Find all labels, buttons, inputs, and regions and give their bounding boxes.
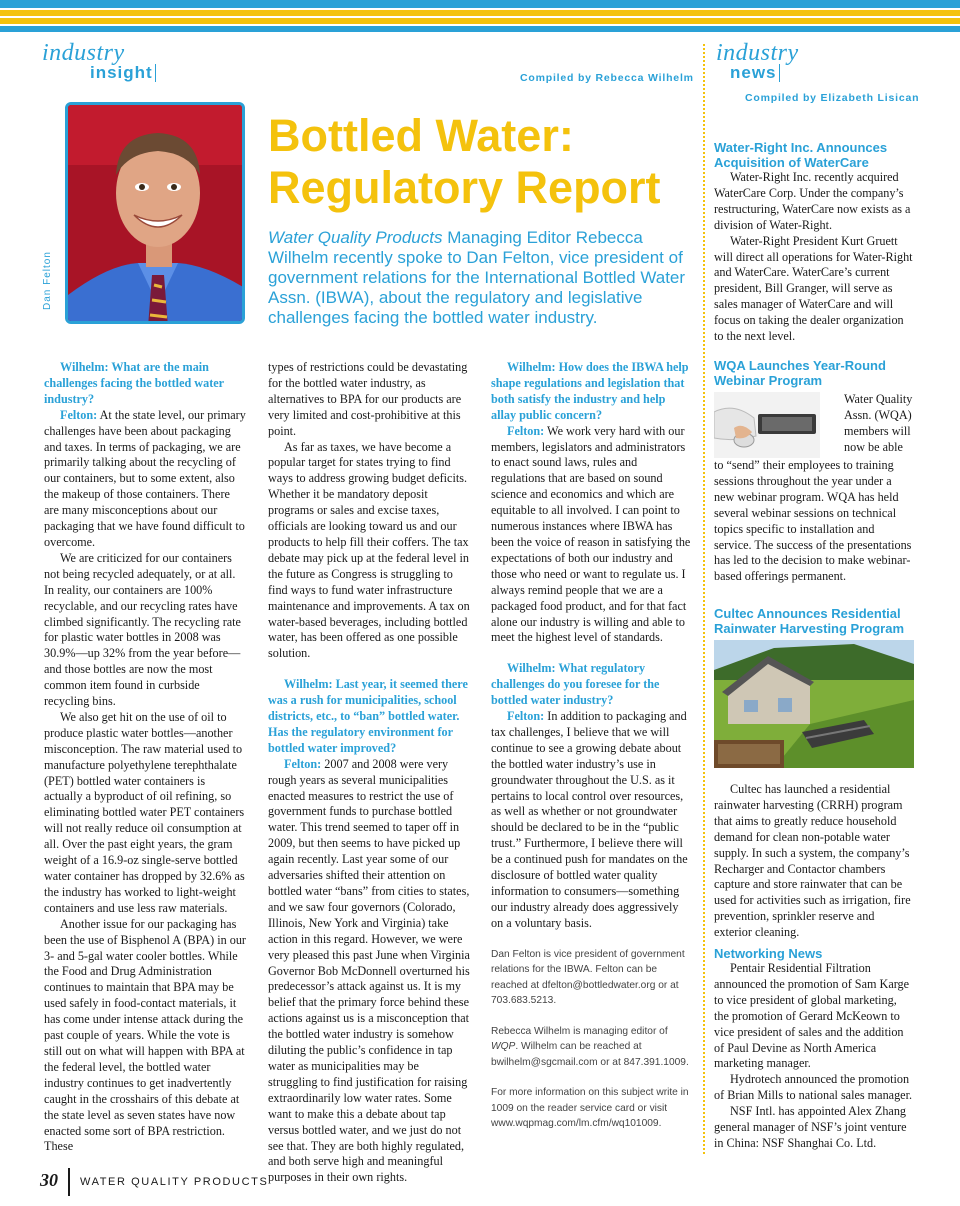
answer-4-label: Felton:	[507, 709, 545, 724]
news-2-paragraph-1: to “send” their employees to training sessions throughout the year under a new webinar program. WQA has held several webinar sessions on technical topics specific to installation and service. The success of the presentations has led to the decision to make webinar-based offerings permanent.	[714, 458, 912, 584]
industry-insight-logo	[42, 42, 156, 83]
spacer	[491, 646, 693, 661]
col1-paragraph-2: We are criticized for our containers not being recycled adequately, or at all. In reality, our containers are 100% recyclable, and our recycling rates have climbed significantly. The recycling rate for plastic water bottles in 2008 was 30.9%—up 32% from the year before—and those bottles are now the most common item found in curbside recycling bins.	[44, 550, 241, 709]
logo-word-news: news	[730, 64, 780, 82]
magazine-name: WATER QUALITY PRODUCTS	[80, 1176, 269, 1188]
question-2: Wilhelm: Last year, it seemed there was a rush for municipalities, school districts, etc., to “ban” bottled water. Has the regulatory environment for bottled water improved?	[268, 677, 468, 755]
news-4-paragraph-2: Hydrotech announced the promotion of Brian Mills to national sales manager.	[714, 1072, 913, 1103]
answer-3	[491, 424, 693, 647]
news-headline-4: Networking News	[714, 946, 823, 961]
news-headline-3: Cultec Announces Residential Rainwater Harvesting Program	[714, 606, 905, 636]
bio-felton: Dan Felton is vice president of government relations for the IBWA. Felton can be reached at dfelton@bottledwater.org or at 703.683.5213.	[491, 948, 685, 1007]
bio-wilhelm-pre: Rebecca Wilhelm is managing editor of	[491, 1025, 668, 1037]
logo-word-insight: insight	[90, 64, 156, 82]
answer-1-text: At the state level, our primary challenges have been about packaging and taxes. In terms of packaging, we are primarily talking about the recycling of our containers, but to some extent, also the makeup of those containers. There are many misconceptions about our packaging that we have found difficult to overcome.	[44, 407, 246, 549]
portrait-illustration	[68, 105, 245, 324]
headline-line-1: Bottled Water:	[268, 110, 574, 161]
news-headline-2: WQA Launches Year-Round Webinar Program	[714, 358, 886, 388]
bio-wilhelm	[491, 1024, 693, 1071]
news-1-paragraph-2: Water-Right President Kurt Gruett will direct all operations for Water-Right and WaterCare. WaterCare’s current president, Bill Granger, will serve as sales manager of WaterCare and will focus on taking the dealer organization to the next level.	[714, 233, 913, 344]
question-3: Wilhelm: How does the IBWA help shape regulations and legislation that both satisfy the industry and help allay public concern?	[491, 360, 689, 422]
answer-3-text: We work very hard with our members, legislators and administrators to enact sound laws, rules and regulations that are based on sound science and economics and which are equitable to all involved. I can point to numerous instances where IBWA has been the voice of reason in satisfying the expectations of both our industry and those who need or want to regulate us. I always remind people that we are a packaged food product, and for that fact alone our industry is willing and able to meet the highest level of standards.	[491, 423, 691, 645]
logo-word-industry: industry	[42, 40, 125, 66]
page-footer	[40, 1168, 268, 1196]
spacer	[491, 932, 693, 947]
article-headline	[268, 110, 698, 214]
article-deck	[268, 228, 698, 328]
portrait-photo	[65, 102, 245, 324]
logo-word-industry-news: industry	[716, 40, 799, 66]
news-1-paragraph-1: Water-Right Inc. recently acquired WaterCare Corp. Under the company’s restructuring, WaterCare now exists as a division of Water-Right.	[714, 170, 911, 232]
col2-paragraph-2: As far as taxes, we have become a popular target for states trying to find ways to address growing budget deficits. Whether it be mandatory deposit programs or sales and excise taxes, officials are looking toward us and our products to help fill their coffers. The tax debate may pick up at the federal level in the future as Congress is struggling to find ways to fund water infrastructure maintenance and improvements. A tax on water-based beverages, including bottled water, has been offered as one possible solution.	[268, 439, 470, 661]
news-4-paragraph-1: Pentair Residential Filtration announced the promotion of Sam Karge to vice president of global marketing, the promotion of Gerard McKeown to vice president of sales and the addition of Paul Devine as North America marketing manager.	[714, 961, 910, 1071]
answer-1-label: Felton:	[60, 407, 98, 422]
article-column-3	[491, 360, 693, 1132]
col1-paragraph-3: We also get hit on the use of oil to produce plastic water bottles—another misconception. The raw material used to manufacture polyethylene terephthalate (PET) bottled water containers is actually a byproduct of oil refining, so eliminating bottled water PET containers will not really reduce oil consumption at all. Over the past eight years, the gram weight of a 16.9-oz single-serve bottled water container has dropped by 32.6% as the industry has worked to light-weight containers and use less raw materials.	[44, 709, 245, 915]
headline-line-2: Regulatory Report	[268, 162, 661, 213]
answer-4	[491, 709, 693, 932]
more-info: For more information on this subject write in 1009 on the reader service card or visit www.wqpmag.com/lm.cfm/wq101009.	[491, 1087, 689, 1130]
news-3-paragraph-1: Cultec has launched a residential rainwater harvesting (CRRH) program that aims to greatly reduce household demand for clean non-potable water supply. In such a system, the company’s Recharger and Contactor chambers capture and store rainwater that can be used for activities such as irrigation, fire prevention, sprinkler reserve and exterior cleaning.	[714, 782, 911, 940]
spacer	[491, 1009, 693, 1024]
news-4-paragraph-3: NSF Intl. has appointed Alex Zhang general manager of NSF’s joint venture in China: NSF Shanghai Co. Ltd.	[714, 1104, 907, 1150]
deck-text: Managing Editor Rebecca Wilhelm recently spoke to Dan Felton, vice president of government relations for the International Bottled Water Assn. (IBWA), about the regulatory and legislative challenges facing the bottled water industry.	[268, 228, 686, 327]
rainwater-system-illustration	[714, 640, 914, 768]
answer-4-text: In addition to packaging and tax challenges, I believe that we will continue to see a growing debate about the bottled water industry’s use in groundwater throughout the U.S. as it pertains to local control over resources, as well as whether or not groundwater should be declared to be in the “public trust.” Furthermore, I believe there will be a continued push for mandates on the disclosure of bottled water quality information to consumers—something our industry already does aggressively on a voluntary basis.	[491, 709, 688, 930]
spacer	[268, 662, 470, 677]
answer-2-text: 2007 and 2008 were very rough years as several municipalities enacted measures to restrict the use of government funds to purchase bottled water. This trend seemed to taper off in 2009, but then seems to have picked up again recently. Last year some of our adversaries shifted their attention on bottled water “bans” from cities to states, and we saw four governors (Colorado, Illinois, New York and Virginia) take action in this regard. However, we were very pleased this past June when Virginia Governor Bob McDonnell overturned his predecessor’s attack against us. It is my belief that the primary force behind these actions against us is a misconception that the bottled water industry is somehow diluting the public’s confidence in tap water as municipalities may be struggling to find justification for raising extraordinarily low water rates. Some want to make this a debate about tap versus bottled water, and we just do not see that. They are both highly regulated, and both serve high and meaningful purposes in their own rights.	[268, 756, 470, 1185]
news-item-cultec	[714, 606, 914, 941]
article-column-2	[268, 360, 470, 1186]
deck-publication-name: Water Quality Products	[268, 228, 443, 247]
question-4: Wilhelm: What regulatory challenges do you foresee for the bottled water industry?	[491, 661, 660, 708]
col2-paragraph-1: types of restrictions could be devastating for the bottled water industry, as alternatives to BPA for our products are very limited and cost-prohibitive at this point.	[268, 360, 468, 438]
news-item-networking	[714, 946, 914, 1152]
news-2-wrap	[714, 392, 914, 458]
answer-2	[268, 757, 470, 1186]
news-headline-1: Water-Right Inc. Announces Acquisition of WaterCare	[714, 140, 888, 170]
article-column-1	[44, 360, 246, 1155]
news-2-wrap-text	[820, 392, 914, 458]
webinar-photo	[714, 392, 820, 458]
question-1: Wilhelm: What are the main challenges facing the bottled water industry?	[44, 360, 224, 406]
webinar-illustration	[714, 392, 820, 458]
compiled-by-right: Compiled by Elizabeth Lisican	[745, 92, 920, 104]
rainwater-diagram	[714, 640, 914, 768]
compiled-by-left: Compiled by Rebecca Wilhelm	[520, 72, 694, 84]
column-divider	[703, 44, 705, 1154]
news-item-wqa	[714, 358, 914, 585]
answer-3-label: Felton:	[507, 423, 545, 438]
page-number: 30	[40, 1168, 70, 1196]
bio-wilhelm-post: . Wilhelm can be reached at bwilhelm@sgcmail.com or at 847.391.1009.	[491, 1041, 689, 1068]
top-stripes	[0, 0, 960, 38]
photo-credit: Dan Felton	[42, 251, 53, 310]
news-item-water-right	[714, 140, 914, 345]
spacer	[491, 1070, 693, 1085]
industry-news-logo	[716, 42, 799, 83]
answer-2-label: Felton:	[284, 756, 322, 771]
col1-paragraph-4: Another issue for our packaging has been the use of Bisphenol A (BPA) in our 3- and 5-gal water cooler bottles. While the Food and Drug Administration continues to maintain that BPA may be used safely in food-contact materials, it has come under intense attack during the past couple of years. While the vote is still out on what will happen with BPA at the federal level, the bottled water industry continues to get inadvertently caught in the crosshairs of this debate at the state level as seven states have now enacted some sort of BPA restriction. These	[44, 916, 246, 1154]
bio-wilhelm-publication: WQP	[491, 1041, 516, 1053]
news-2-wrap-words: Water Quality Assn. (WQA) members will now be able	[844, 392, 913, 454]
answer-1	[44, 408, 246, 551]
